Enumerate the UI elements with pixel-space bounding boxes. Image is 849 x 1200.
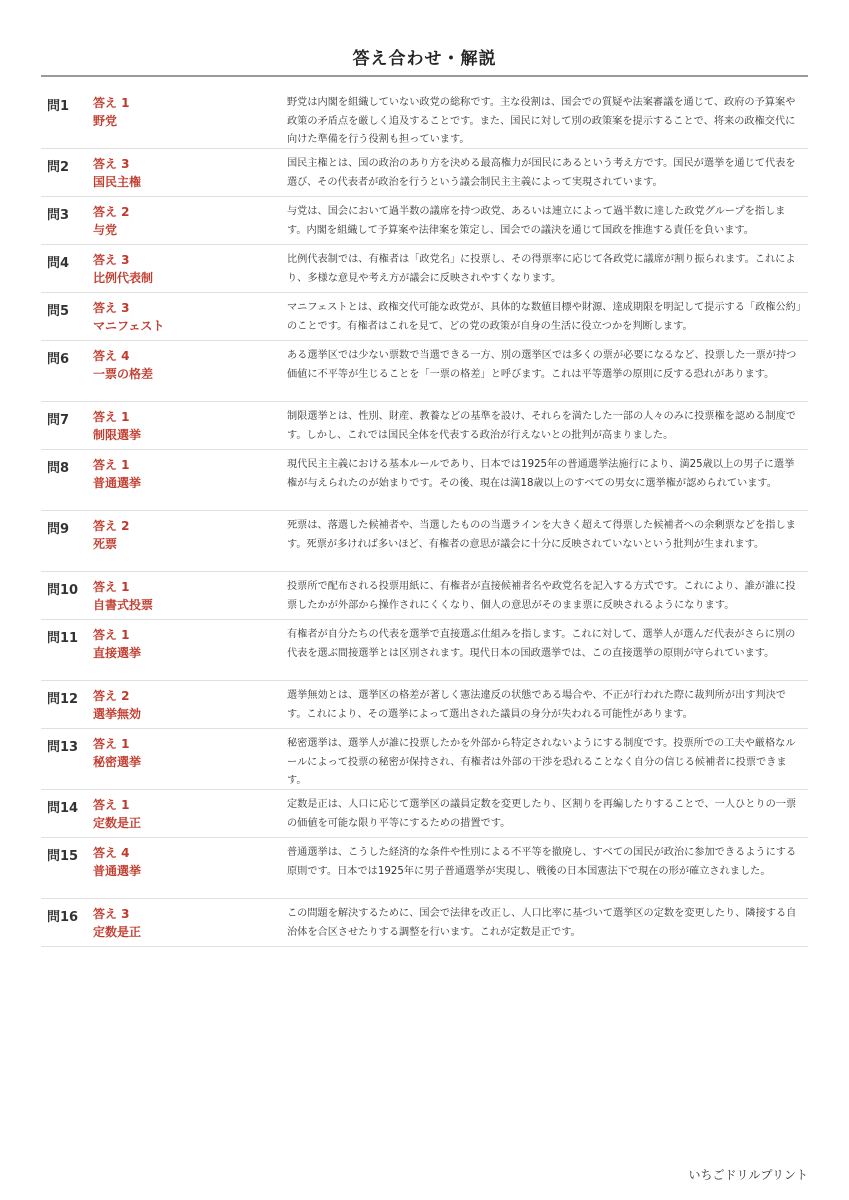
answer-block — [93, 844, 273, 881]
answer-term: 野党 — [93, 114, 118, 128]
answer-choice: 答え 1 — [93, 798, 130, 812]
explanation-text: 制限選挙とは、性別、財産、教養などの基準を設け、それらを満たした一部の人々のみに投票権を認める制度です。しかし、これでは国民全体を代表する政治が行えないとの批判が高まりました。 — [287, 411, 796, 441]
answer-row — [41, 572, 808, 620]
answer-block — [93, 155, 273, 192]
explanation-text: 秘密選挙は、選挙人が誰に投票したかを外部から特定されないようにする制度です。投票所での工夫や厳格なルールによって投票の秘密が保持され、有権者は外部の干渉を恐れることなく自分の信じる候補者に投票できます。 — [287, 738, 796, 786]
answer-list — [41, 88, 808, 947]
question-number: 問3 — [47, 208, 70, 223]
answer-block — [93, 203, 273, 240]
answer-choice: 答え 2 — [93, 689, 130, 703]
answer-term: 国民主権 — [93, 175, 142, 189]
explanation-text: 与党は、国会において過半数の議席を持つ政党、あるいは連立によって過半数に達した政党グループを指します。内閣を組織して予算案や法律案を策定し、国会での議決を通じて国政を推進する責任を負います。 — [287, 206, 786, 236]
explanation-text: この問題を解決するために、国会で法律を改正し、人口比率に基づいて選挙区の定数を変更したり、隣接する自治体を合区させたりする調整を行います。これが定数是正です。 — [287, 908, 797, 938]
explanation-text: 有権者が自分たちの代表を選挙で直接選ぶ仕組みを指します。これに対して、選挙人が選んだ代表がさらに別の代表を選ぶ間接選挙とは区別されます。現代日本の国政選挙では、この直接選挙の原則が守られています。 — [287, 629, 796, 659]
explanation-text: 選挙無効とは、選挙区の格差が著しく憲法違反の状態である場合や、不正が行われた際に裁判所が出す判決です。これにより、その選挙によって選出された議員の身分が失われる可能性があります。 — [287, 690, 786, 720]
question-number: 問14 — [47, 801, 79, 816]
answer-block — [93, 517, 273, 554]
question-number: 問4 — [47, 256, 70, 271]
answer-row — [41, 402, 808, 450]
question-number: 問1 — [47, 99, 70, 114]
explanation-text: 野党は内閣を組織していない政党の総称です。主な役割は、国会での質疑や法案審議を通じて、政府の予算案や政策の矛盾点を厳しく追及することです。また、国民に対して別の政策案を提示することで、将来の政権交代に向けた準備を行う役割も担っています。 — [287, 97, 796, 145]
answer-block — [93, 408, 273, 445]
answer-block — [93, 94, 273, 131]
question-number: 問2 — [47, 160, 70, 175]
question-number: 問8 — [47, 461, 70, 476]
answer-choice: 答え 2 — [93, 205, 130, 219]
answer-row — [41, 838, 808, 899]
answer-block — [93, 299, 273, 336]
answer-block — [93, 626, 273, 663]
answer-row — [41, 197, 808, 245]
explanation-text: 比例代表制では、有権者は「政党名」に投票し、その得票率に応じて各政党に議席が割り振られます。これにより、多様な意見や考え方が議会に反映されやすくなります。 — [287, 254, 796, 284]
answer-term: 選挙無効 — [93, 707, 142, 721]
explanation-text: ある選挙区では少ない票数で当選できる一方、別の選挙区では多くの票が必要になるなど、投票した一票が持つ価値に不平等が生じることを「一票の格差」と呼びます。これは平等選挙の原則に反する恐れがあります。 — [287, 350, 797, 380]
explanation-text: 投票所で配布される投票用紙に、有権者が直接候補者名や政党名を記入する方式です。これにより、誰が誰に投票したかが外部から操作されにくくなり、個人の意思がそのまま票に反映されるようになります。 — [287, 581, 796, 611]
question-number: 問12 — [47, 692, 79, 707]
answer-block — [93, 687, 273, 724]
question-number: 問15 — [47, 849, 79, 864]
answer-block — [93, 735, 273, 772]
question-number: 問10 — [47, 583, 79, 598]
answer-term: 定数是正 — [93, 925, 142, 939]
answer-block — [93, 251, 273, 288]
answer-choice: 答え 3 — [93, 253, 130, 267]
explanation-text: マニフェストとは、政権交代可能な政党が、具体的な数値目標や財源、達成期限を明記して提示する「政権公約」のことです。有権者はこれを見て、どの党の政策が自身の生活に役立つかを判断します。 — [287, 302, 801, 332]
answer-choice: 答え 1 — [93, 580, 130, 594]
explanation-text: 定数是正は、人口に応じて選挙区の議員定数を変更したり、区割りを再編したりすることで、一人ひとりの一票の価値を可能な限り平等にするための措置です。 — [287, 799, 797, 829]
question-number: 問11 — [47, 631, 79, 646]
answer-choice: 答え 3 — [93, 157, 130, 171]
answer-row — [41, 293, 808, 341]
answer-term: 自書式投票 — [93, 598, 154, 612]
answer-term: 定数是正 — [93, 816, 142, 830]
answer-row — [41, 511, 808, 572]
answer-row — [41, 681, 808, 729]
answer-row — [41, 450, 808, 511]
answer-row — [41, 729, 808, 790]
answer-choice: 答え 1 — [93, 410, 130, 424]
answer-term: 一票の格差 — [93, 367, 154, 381]
question-number: 問9 — [47, 522, 70, 537]
answer-term: 普通選挙 — [93, 864, 142, 878]
answer-choice: 答え 1 — [93, 628, 130, 642]
answer-choice: 答え 4 — [93, 846, 130, 860]
footer-brand: いちごドリルプリント — [688, 1168, 808, 1182]
answer-choice: 答え 1 — [93, 96, 130, 110]
answer-block — [93, 905, 273, 942]
answer-term: 死票 — [93, 537, 118, 551]
explanation-text: 国民主権とは、国の政治のあり方を決める最高権力が国民にあるという考え方です。国民が選挙を通じて代表を選び、その代表者が政治を行うという議会制民主主義によって実現されています。 — [287, 158, 796, 188]
answer-choice: 答え 2 — [93, 519, 130, 533]
answer-row — [41, 245, 808, 293]
answer-term: 比例代表制 — [93, 271, 154, 285]
answer-term: 制限選挙 — [93, 428, 142, 442]
answer-row — [41, 620, 808, 681]
answer-row — [41, 790, 808, 838]
explanation-text: 現代民主主義における基本ルールであり、日本では1925年の普通選挙法施行により、満25歳以上の男子に選挙権が与えられたのが始まりです。その後、現在は満18歳以上のすべての男女に選挙権が認められています。 — [287, 459, 795, 489]
question-number: 問6 — [47, 352, 70, 367]
answer-term: マニフェスト — [93, 319, 165, 333]
answer-row — [41, 341, 808, 402]
answer-choice: 答え 3 — [93, 301, 130, 315]
title-divider — [41, 75, 808, 77]
answer-term: 与党 — [93, 223, 118, 237]
answer-choice: 答え 1 — [93, 458, 130, 472]
answer-row — [41, 88, 808, 149]
answer-choice: 答え 1 — [93, 737, 130, 751]
answer-term: 直接選挙 — [93, 646, 142, 660]
answer-row — [41, 149, 808, 197]
explanation-text: 普通選挙は、こうした経済的な条件や性別による不平等を撤廃し、すべての国民が政治に参加できるようにする原則です。日本では1925年に男子普通選挙が実現し、戦後の日本国憲法下で現在の形が確立されました。 — [287, 847, 797, 877]
answer-block — [93, 578, 273, 615]
answer-choice: 答え 3 — [93, 907, 130, 921]
explanation-text: 死票は、落選した候補者や、当選したものの当選ラインを大きく超えて得票した候補者への余剰票などを指します。死票が多ければ多いほど、有権者の意思が議会に十分に反映されていないという批判が生まれます。 — [287, 520, 796, 550]
page-title: 答え合わせ・解説 — [352, 49, 497, 69]
answer-term: 普通選挙 — [93, 476, 142, 490]
question-number: 問7 — [47, 413, 70, 428]
answer-choice: 答え 4 — [93, 349, 130, 363]
answer-block — [93, 456, 273, 493]
answer-block — [93, 796, 273, 833]
question-number: 問16 — [47, 910, 79, 925]
question-number: 問13 — [47, 740, 79, 755]
question-number: 問5 — [47, 304, 70, 319]
answer-row — [41, 899, 808, 947]
answer-block — [93, 347, 273, 384]
answer-term: 秘密選挙 — [93, 755, 142, 769]
